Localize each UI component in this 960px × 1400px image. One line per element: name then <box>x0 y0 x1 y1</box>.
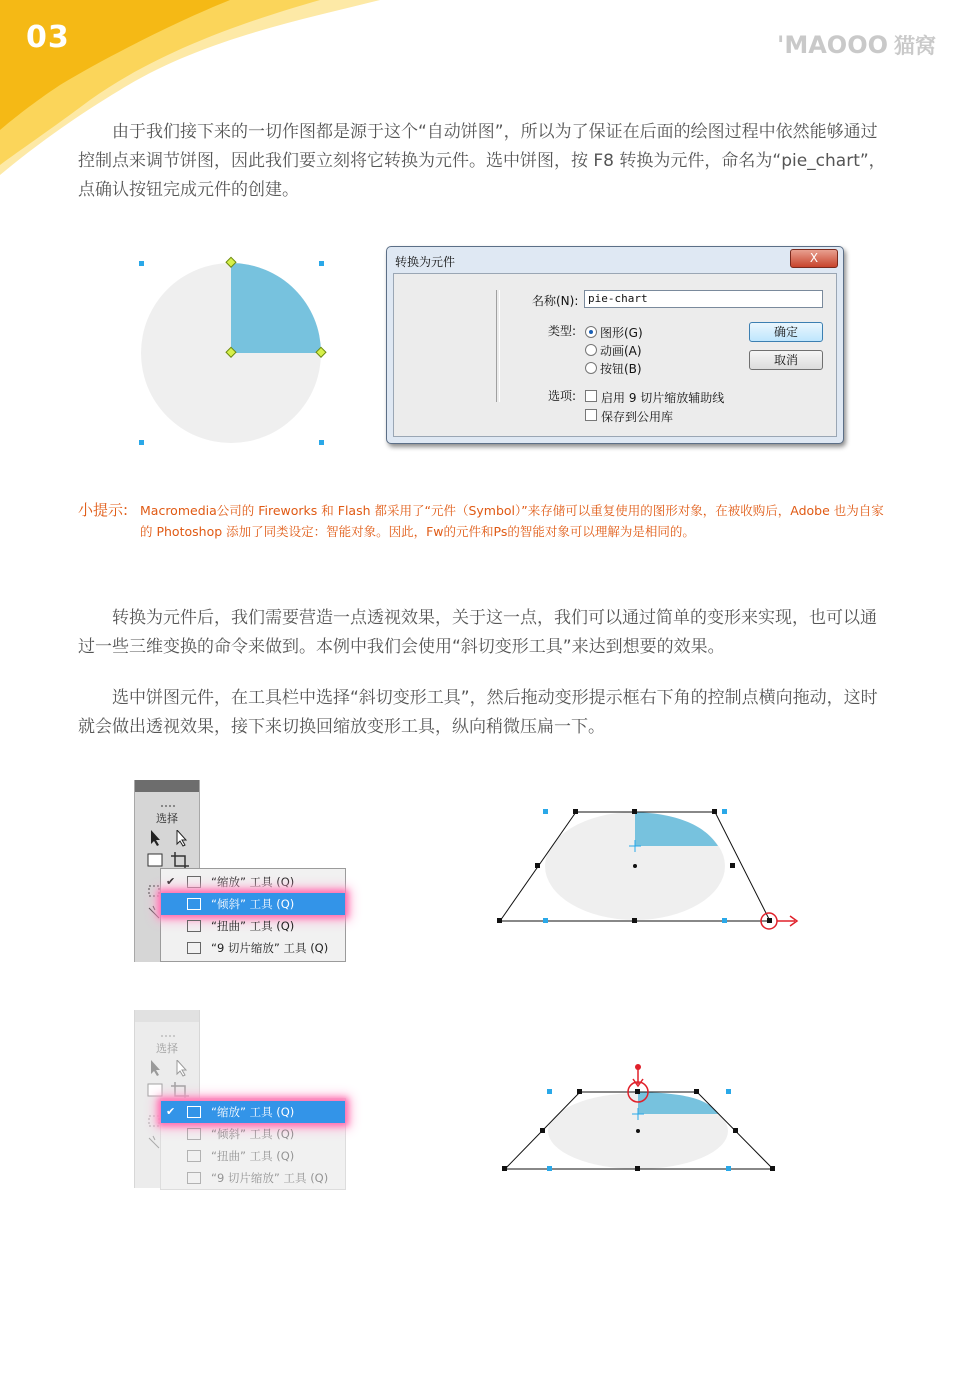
type-label: 类型: <box>548 324 577 338</box>
distort-tool-icon <box>187 920 201 932</box>
radio-animation[interactable] <box>585 344 597 356</box>
menu-item-9-slice[interactable]: “9 切片缩放” 工具 (Q) <box>161 937 345 959</box>
close-button[interactable]: X <box>790 249 838 268</box>
pointer-icon <box>151 1060 160 1076</box>
option-9-slice: 启用 9 切片缩放辅助线 <box>601 391 725 405</box>
intro-paragraph: 由于我们接下来的一切作图都是源于这个“自动饼图”，所以为了保证在后面的绘图过程中依然能够通过控制点来调节饼图，因此我们要立刻将它转换为元件。选中饼图，按 F8 转换为元件，命名为“pie_chart”，点确认按钮完成元件的创建。 <box>78 122 886 200</box>
menu-item-distort[interactable]: “扭曲” 工具 (Q) <box>161 915 345 937</box>
brand-logo: 'MAOOO 猫窝 <box>776 31 936 59</box>
tip-text: Macromedia公司的 Fireworks 和 Flash 都采用了“元件（Symbol）”来存储可以重复使用的图形对象，在被收购后，Adobe 也为自家的 Photoshop 添加了同类设定：智能对象。因此，Fw的元件和Ps的智能对象可以理解为是相同的。 <box>140 503 884 539</box>
convert-to-symbol-dialog <box>386 246 844 444</box>
checkbox-common-library[interactable] <box>585 409 597 421</box>
marquee-icon <box>149 886 159 896</box>
cancel-button[interactable]: 取消 <box>749 350 823 370</box>
skew-tool-icon <box>187 898 201 910</box>
menu-item-scale[interactable]: ✔ “缩放” 工具 (Q) <box>161 871 345 893</box>
magic-wand-icon <box>149 906 159 918</box>
scale-tool-icon <box>187 876 201 888</box>
divider <box>496 290 500 402</box>
name-label: 名称(N): <box>532 294 579 308</box>
ok-button[interactable]: 确定 <box>749 322 823 342</box>
tools-section-title: 选择 <box>156 812 178 825</box>
menu-item-9-slice[interactable]: “9 切片缩放” 工具 (Q) <box>161 1167 345 1189</box>
distort-tool-icon <box>187 1150 201 1162</box>
subselect-icon <box>177 1060 186 1076</box>
subselect-icon <box>177 830 186 846</box>
magic-wand-icon <box>149 1136 159 1148</box>
tip-box <box>78 500 888 542</box>
scale-icon <box>148 1084 162 1096</box>
scale-tool-icon <box>187 1106 201 1118</box>
radio-button[interactable] <box>585 362 597 374</box>
panel-header <box>135 780 199 792</box>
paragraph-2: 转换为元件后，我们需要营造一点透视效果，关于这一点，我们可以通过简单的变形来实现，也可以通过一些三维变换的命令来做到。本例中我们会使用“斜切变形工具”来达到想要的效果。 <box>78 608 877 657</box>
transform-menu-2 <box>160 1098 346 1190</box>
marquee-icon <box>149 1116 159 1126</box>
skewed-pie-figure <box>490 800 810 930</box>
pointer-icon <box>151 830 160 846</box>
dialog-title: 转换为元件 <box>395 255 456 269</box>
pie-chart-figure <box>130 252 330 452</box>
pie-slice <box>231 263 321 353</box>
panel-header <box>135 1010 199 1022</box>
squashed-pie-figure <box>495 1058 785 1178</box>
tools-section-title: 选择 <box>156 1042 178 1055</box>
option-common-library: 保存到公用库 <box>601 410 674 424</box>
checkbox-9-slice[interactable] <box>585 390 597 402</box>
menu-item-scale[interactable]: ✔ “缩放” 工具 (Q) <box>161 1101 345 1123</box>
dialog-body <box>393 273 837 437</box>
radio-graphic[interactable] <box>585 326 597 338</box>
scale-icon <box>148 854 162 866</box>
grip-icon <box>161 1035 175 1037</box>
options-label: 选项: <box>548 389 577 403</box>
check-icon: ✔ <box>166 1105 176 1118</box>
menu-item-distort[interactable]: “扭曲” 工具 (Q) <box>161 1145 345 1167</box>
type-option-button: 按钮(B) <box>600 362 642 376</box>
skew-tool-icon <box>187 1128 201 1140</box>
grip-icon <box>161 805 175 807</box>
transform-menu-1 <box>160 868 346 962</box>
9-slice-tool-icon <box>187 942 201 954</box>
page-number: 03 <box>26 20 70 55</box>
menu-item-skew[interactable]: “倾斜” 工具 (Q) <box>161 893 345 915</box>
menu-item-skew[interactable]: “倾斜” 工具 (Q) <box>161 1123 345 1145</box>
tip-label: 小提示: <box>78 501 129 519</box>
paragraph-3: 选中饼图元件，在工具栏中选择“斜切变形工具”，然后拖动变形提示框右下角的控制点横向拖动，这时就会做出透视效果，接下来切换回缩放变形工具，纵向稍微压扁一下。 <box>78 688 878 737</box>
type-option-animation: 动画(A) <box>600 344 642 358</box>
type-option-graphic: 图形(G) <box>600 326 643 340</box>
name-field[interactable]: pie-chart <box>584 290 823 308</box>
9-slice-tool-icon <box>187 1172 201 1184</box>
check-icon: ✔ <box>166 875 176 888</box>
